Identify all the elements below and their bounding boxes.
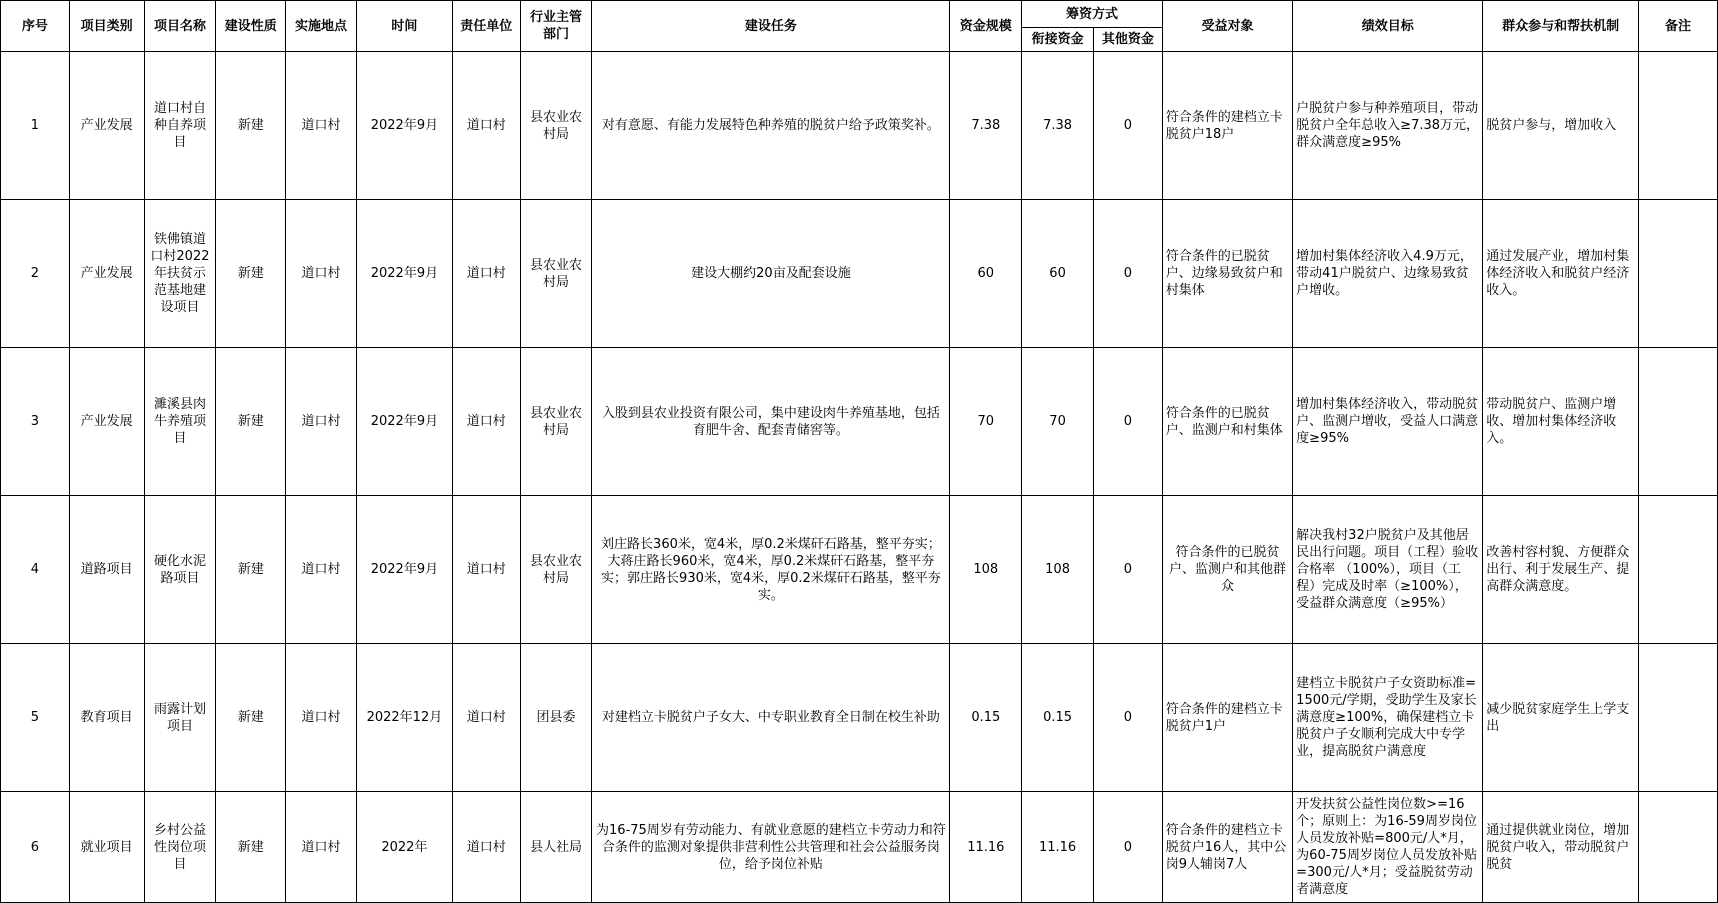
cell-nature: 新建 [216,348,286,496]
cell-name: 乡村公益性岗位项目 [144,792,216,903]
cell-nature: 新建 [216,200,286,348]
cell-fund-other: 0 [1093,792,1162,903]
cell-mechanism: 通过发展产业，增加村集体经济收入和脱贫户经济收入。 [1483,200,1639,348]
cell-task: 建设大棚约20亩及配套设施 [592,200,950,348]
cell-beneficiary: 符合条件的建档立卡脱贫户1户 [1162,644,1292,792]
header-category: 项目类别 [69,1,144,52]
cell-unit: 道口村 [452,348,520,496]
cell-time: 2022年 [356,792,452,903]
cell-dept: 团县委 [520,644,592,792]
table-row [1,348,1718,496]
header-time: 时间 [356,1,452,52]
cell-fund-other: 0 [1093,200,1162,348]
cell-nature: 新建 [216,496,286,644]
cell-location: 道口村 [286,200,357,348]
cell-task: 入股到县农业投资有限公司，集中建设肉牛养殖基地，包括育肥牛舍、配套青储窖等。 [592,348,950,496]
cell-dept: 县农业农村局 [520,348,592,496]
cell-remark [1638,496,1717,644]
cell-goal: 开发扶贫公益性岗位数>=16个；原则上：为16-59周岁岗位人员发放补贴=800元/人*月，为60-75周岁岗位人员发放补贴=300元/人*月；受益脱贫劳动者满意度 [1293,792,1483,903]
cell-remark [1638,644,1717,792]
header-fund-other: 其他资金 [1093,28,1162,52]
cell-beneficiary: 符合条件的建档立卡脱贫户18户 [1162,52,1292,200]
header-seq: 序号 [1,1,70,52]
cell-goal: 解决我村32户脱贫户及其他居民出行问题。项目（工程）验收合格率 （100%），项目（工程）完成及时率（≥100%），受益群众满意度（≥95%） [1293,496,1483,644]
cell-category: 产业发展 [69,348,144,496]
header-fund-link: 衔接资金 [1022,28,1094,52]
cell-location: 道口村 [286,52,357,200]
cell-unit: 道口村 [452,52,520,200]
cell-unit: 道口村 [452,496,520,644]
cell-time: 2022年9月 [356,496,452,644]
cell-location: 道口村 [286,496,357,644]
header-beneficiary: 受益对象 [1162,1,1292,52]
cell-time: 2022年9月 [356,52,452,200]
cell-dept: 县农业农村局 [520,52,592,200]
cell-seq: 2 [1,200,70,348]
cell-category: 教育项目 [69,644,144,792]
cell-fund-link: 7.38 [1022,52,1094,200]
cell-unit: 道口村 [452,792,520,903]
cell-beneficiary: 符合条件的已脱贫户、监测户和村集体 [1162,348,1292,496]
cell-mechanism: 改善村容村貌、方便群众出行、利于发展生产、提高群众满意度。 [1483,496,1639,644]
cell-category: 产业发展 [69,200,144,348]
cell-remark [1638,200,1717,348]
cell-goal: 建档立卡脱贫户子女资助标准=1500元/学期，受助学生及家长满意度≥100%，确保建档立卡脱贫户子女顺利完成大中专学业，提高脱贫户满意度 [1293,644,1483,792]
header-unit: 责任单位 [452,1,520,52]
cell-name: 濉溪县肉牛养殖项目 [144,348,216,496]
header-mechanism: 群众参与和帮扶机制 [1483,1,1639,52]
cell-beneficiary: 符合条件的已脱贫户、边缘易致贫户和村集体 [1162,200,1292,348]
cell-name: 铁佛镇道口村2022年扶贫示范基地建设项目 [144,200,216,348]
cell-nature: 新建 [216,644,286,792]
table-row [1,644,1718,792]
cell-fund-link: 60 [1022,200,1094,348]
cell-task: 对建档立卡脱贫户子女大、中专职业教育全日制在校生补助 [592,644,950,792]
cell-scale: 60 [950,200,1022,348]
cell-fund-other: 0 [1093,644,1162,792]
cell-location: 道口村 [286,644,357,792]
cell-seq: 3 [1,348,70,496]
cell-nature: 新建 [216,52,286,200]
cell-unit: 道口村 [452,200,520,348]
cell-time: 2022年9月 [356,348,452,496]
cell-name: 硬化水泥路项目 [144,496,216,644]
header-row-1 [1,1,1718,28]
cell-dept: 县人社局 [520,792,592,903]
cell-beneficiary: 符合条件的已脱贫户、监测户和其他群众 [1162,496,1292,644]
cell-fund-link: 70 [1022,348,1094,496]
cell-mechanism: 脱贫户参与，增加收入 [1483,52,1639,200]
header-goal: 绩效目标 [1293,1,1483,52]
cell-seq: 5 [1,644,70,792]
cell-fund-other: 0 [1093,496,1162,644]
cell-mechanism: 减少脱贫家庭学生上学支出 [1483,644,1639,792]
cell-goal: 增加村集体经济收入4.9万元，带动41户脱贫户、边缘易致贫户增收。 [1293,200,1483,348]
header-nature: 建设性质 [216,1,286,52]
cell-seq: 6 [1,792,70,903]
header-scale: 资金规模 [950,1,1022,52]
cell-scale: 70 [950,348,1022,496]
cell-location: 道口村 [286,348,357,496]
cell-task: 对有意愿、有能力发展特色种养殖的脱贫户给予政策奖补。 [592,52,950,200]
cell-category: 道路项目 [69,496,144,644]
table-row [1,52,1718,200]
cell-remark [1638,348,1717,496]
header-dept: 行业主管部门 [520,1,592,52]
cell-dept: 县农业农村局 [520,496,592,644]
table-row [1,496,1718,644]
cell-fund-link: 11.16 [1022,792,1094,903]
cell-goal: 增加村集体经济收入，带动脱贫户、监测户增收，受益人口满意度≥95% [1293,348,1483,496]
cell-remark [1638,792,1717,903]
cell-time: 2022年12月 [356,644,452,792]
header-remark: 备注 [1638,1,1717,52]
cell-remark [1638,52,1717,200]
header-funding: 筹资方式 [1022,1,1163,28]
cell-scale: 0.15 [950,644,1022,792]
cell-scale: 7.38 [950,52,1022,200]
cell-goal: 户脱贫户参与种养殖项目，带动脱贫户全年总收入≥7.38万元，群众满意度≥95% [1293,52,1483,200]
cell-fund-link: 108 [1022,496,1094,644]
cell-fund-link: 0.15 [1022,644,1094,792]
cell-name: 道口村自种自养项目 [144,52,216,200]
cell-category: 产业发展 [69,52,144,200]
cell-nature: 新建 [216,792,286,903]
cell-fund-other: 0 [1093,52,1162,200]
table-row [1,792,1718,903]
header-location: 实施地点 [286,1,357,52]
cell-location: 道口村 [286,792,357,903]
cell-scale: 11.16 [950,792,1022,903]
cell-beneficiary: 符合条件的建档立卡脱贫户16人，其中公岗9人辅岗7人 [1162,792,1292,903]
cell-time: 2022年9月 [356,200,452,348]
cell-task: 刘庄路长360米，宽4米，厚0.2米煤矸石路基，整平夯实；大蒋庄路长960米，宽4米，厚0.2米煤矸石路基，整平夯实；郭庄路长930米，宽4米，厚0.2米煤矸石路基，整平夯实。 [592,496,950,644]
cell-scale: 108 [950,496,1022,644]
cell-category: 就业项目 [69,792,144,903]
cell-task: 为16-75周岁有劳动能力、有就业意愿的建档立卡劳动力和符合条件的监测对象提供非营利性公共管理和社会公益服务岗位，给予岗位补贴 [592,792,950,903]
cell-mechanism: 带动脱贫户、监测户增收、增加村集体经济收入。 [1483,348,1639,496]
cell-unit: 道口村 [452,644,520,792]
cell-dept: 县农业农村局 [520,200,592,348]
cell-mechanism: 通过提供就业岗位，增加脱贫户收入，带动脱贫户脱贫 [1483,792,1639,903]
cell-fund-other: 0 [1093,348,1162,496]
cell-name: 雨露计划项目 [144,644,216,792]
cell-seq: 4 [1,496,70,644]
header-task: 建设任务 [592,1,950,52]
header-name: 项目名称 [144,1,216,52]
table-row [1,200,1718,348]
cell-seq: 1 [1,52,70,200]
